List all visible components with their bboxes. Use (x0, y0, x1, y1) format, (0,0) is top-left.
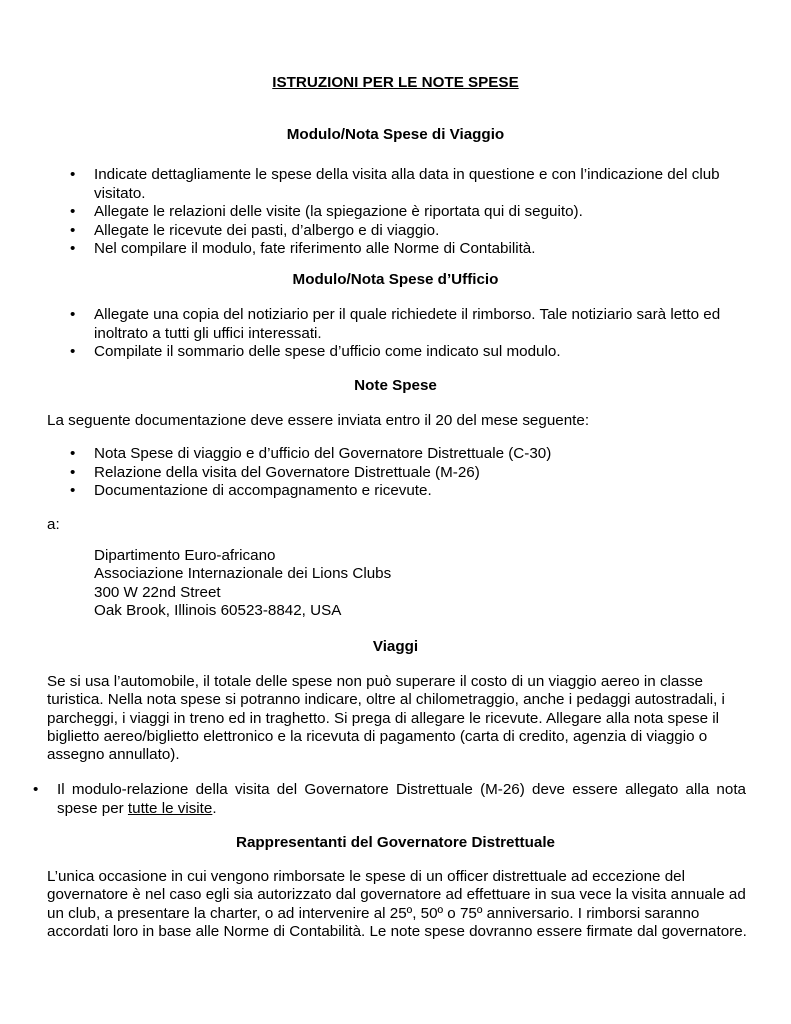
heading-modulo-viaggio: Modulo/Nota Spese di Viaggio (286, 126, 505, 143)
address-line: 300 W 22nd Street (94, 583, 221, 601)
document-title: ISTRUZIONI PER LE NOTE SPESE (272, 74, 519, 91)
heading-modulo-ufficio: Modulo/Nota Spese d’Ufficio (292, 271, 499, 288)
list-viaggi (30, 781, 746, 818)
list-item: • Compilate il sommario delle spese d’ufficio come indicato sul modulo. (67, 343, 747, 362)
list-note-spese (67, 445, 747, 501)
rappresentanti-paragraph: L’unica occasione in cui vengono rimborsate le spese di un officer distrettuale ad eccezione del governatore è nel caso egli sia autorizzato dal governatore ad effettuare in sua vece la visita annuale ad un club, a presentare la charter, o ad intervenire al 25º, 50º o 75º anniversario. I rimborsi saranno accordati loro in base alle Norme di Contabilità. Le note spese dovranno essere firmate dal governatore. (47, 868, 747, 940)
viaggi-bullet-underlined: tutte le visite (127, 799, 213, 817)
viaggi-bullet-end: . (212, 799, 217, 817)
address-line: Dipartimento Euro-africano (94, 547, 276, 564)
heading-rappresentanti: Rappresentanti del Governatore Distrettuale (235, 834, 556, 851)
heading-viaggi: Viaggi (372, 638, 419, 655)
list-modulo-viaggio (67, 166, 747, 259)
list-item: • Indicate dettagliamente le spese della visita alla data in questione e con l’indicazione del club visitato. (67, 166, 747, 203)
list-item: • Allegate una copia del notiziario per il quale richiedete il rimborso. Tale notiziario sarà letto ed inoltrato a tutti gli uffici interessati. (67, 306, 747, 343)
list-modulo-ufficio (67, 306, 747, 362)
list-item: • Nota Spese di viaggio e d’ufficio del Governatore Distrettuale (C-30) (67, 445, 747, 464)
address-block (94, 547, 391, 620)
address-line: Oak Brook, Illinois 60523-8842, USA (94, 601, 342, 619)
recipient-label: a: (47, 516, 60, 533)
viaggi-bullet-text: Il modulo-relazione della visita del Governatore Distrettuale (M-26) deve essere allegato alla nota spese per (57, 781, 746, 817)
list-item (30, 781, 746, 818)
list-item: • Allegate le relazioni delle visite (la spiegazione è riportata qui di seguito). (67, 203, 747, 222)
list-item: • Allegate le ricevute dei pasti, d’albergo e di viaggio. (67, 222, 747, 241)
address-line: Associazione Internazionale dei Lions Clubs (94, 565, 392, 583)
list-item: • Documentazione di accompagnamento e ricevute. (67, 482, 747, 501)
list-item: • Relazione della visita del Governatore Distrettuale (M-26) (67, 464, 747, 483)
viaggi-paragraph: Se si usa l’automobile, il totale delle spese non può superare il costo di un viaggio aereo in classe turistica. Nella nota spese si potranno indicare, oltre al chilometraggio, anche i pedaggi autostradali, i parcheggi, i viaggi in treno ed in traghetto. Si prega di allegare le ricevute. Allegare alla nota spese il biglietto aereo/biglietto elettronico e la ricevuta di pagamento (carta di credito, agenzia di viaggio o assegno annullato). (47, 673, 725, 764)
note-spese-intro: La seguente documentazione deve essere inviata entro il 20 del mese seguente: (47, 412, 590, 429)
list-item: • Nel compilare il modulo, fate riferimento alle Norme di Contabilità. (67, 240, 747, 259)
heading-note-spese: Note Spese (354, 377, 437, 394)
